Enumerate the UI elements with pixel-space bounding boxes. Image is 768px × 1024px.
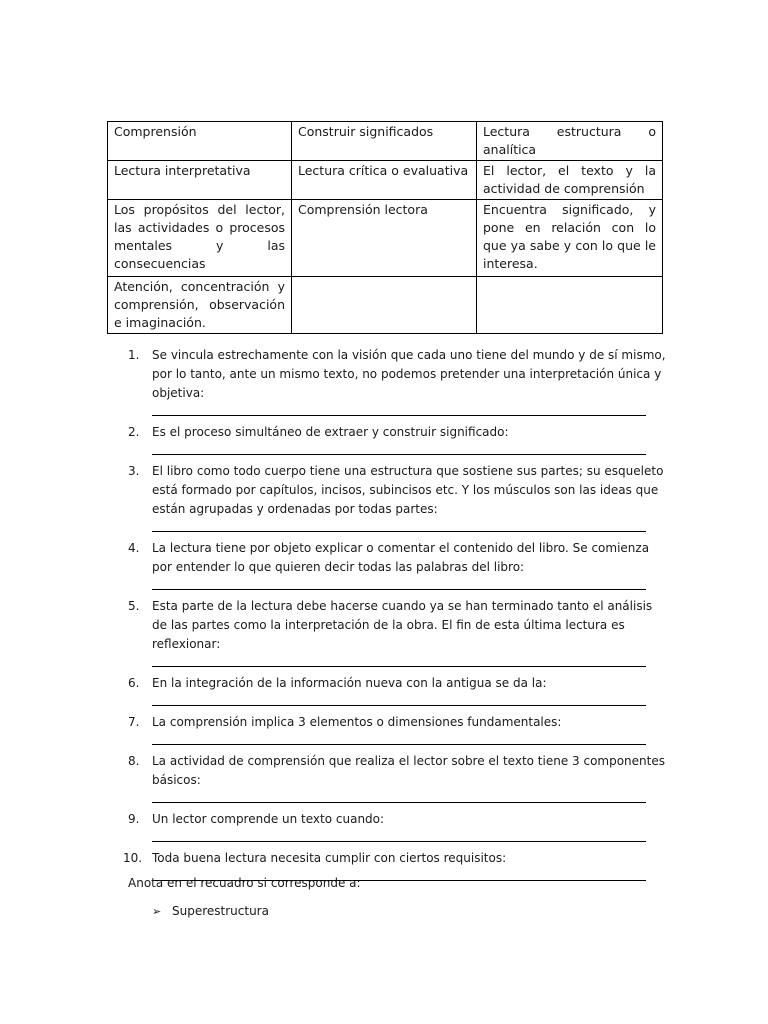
answer-line[interactable]	[152, 829, 646, 842]
question-text: Un lector comprende un texto cuando:	[152, 812, 385, 826]
question-number: 5.	[128, 599, 140, 613]
question-item	[128, 346, 668, 416]
question-number: 2.	[128, 425, 140, 439]
question-number: 3.	[128, 464, 140, 478]
table-cell	[477, 277, 663, 334]
answer-line[interactable]	[152, 790, 646, 803]
question-text: La lectura tiene por objeto explicar o comentar el contenido del libro. Se comienza por entender lo que quieren decir todas las palabras del libro:	[152, 541, 650, 574]
table-cell: Comprensión lectora	[292, 200, 477, 277]
question-list	[123, 346, 668, 888]
table-cell: Lectura interpretativa	[108, 161, 292, 200]
table-cell: Comprensión	[108, 122, 292, 161]
question-item	[128, 752, 668, 803]
question-item	[128, 539, 668, 590]
answer-line[interactable]	[152, 403, 646, 416]
question-number: 7.	[128, 715, 140, 729]
table-cell: Lectura estructura o analítica	[477, 122, 663, 161]
table-row	[108, 122, 663, 161]
question-number: 8.	[128, 754, 140, 768]
table-cell: Construir significados	[292, 122, 477, 161]
terms-table	[107, 121, 663, 334]
question-item	[128, 713, 668, 745]
table-row	[108, 161, 663, 200]
table-cell	[292, 277, 477, 334]
question-item	[128, 423, 668, 455]
answer-line[interactable]	[152, 654, 646, 667]
question-text: Es el proceso simultáneo de extraer y construir significado:	[152, 425, 509, 439]
table-row	[108, 200, 663, 277]
question-text: Esta parte de la lectura debe hacerse cuando ya se han terminado tanto el análisis de las partes como la interpretación de la obra. El fin de esta última lectura es reflexionar:	[152, 599, 653, 651]
arrow-bullet-icon: ➢	[152, 905, 162, 918]
answer-line[interactable]	[152, 519, 646, 532]
answer-line[interactable]	[152, 693, 646, 706]
bullet-item	[152, 902, 269, 921]
question-item	[128, 674, 668, 706]
question-item	[128, 462, 668, 532]
question-number: 4.	[128, 541, 140, 555]
instruction-text: Anota en el recuadro si corresponde a:	[128, 876, 361, 890]
table-cell: Encuentra significado, y pone en relación con lo que ya sabe y con lo que le interesa.	[477, 200, 663, 277]
table-cell: El lector, el texto y la actividad de comprensión	[477, 161, 663, 200]
table-cell: Lectura crítica o evaluativa	[292, 161, 477, 200]
question-number: 9.	[128, 812, 140, 826]
bullet-text: Superestructura	[172, 904, 269, 918]
answer-line[interactable]	[152, 732, 646, 745]
question-number: 1.	[128, 348, 140, 362]
question-text: Se vincula estrechamente con la visión que cada uno tiene del mundo y de sí mismo, por lo tanto, ante un mismo texto, no podemos pretender una interpretación única y objetiva:	[152, 348, 666, 400]
question-text: La comprensión implica 3 elementos o dimensiones fundamentales:	[152, 715, 562, 729]
question-text: El libro como todo cuerpo tiene una estructura que sostiene sus partes; su esqueleto está formado por capítulos, incisos, subincisos etc. Y los músculos son las ideas que están agrupadas y ordenadas por todas partes:	[152, 464, 664, 516]
question-item	[128, 810, 668, 842]
question-text: La actividad de comprensión que realiza el lector sobre el texto tiene 3 componentes básicos:	[152, 754, 665, 787]
question-number: 10.	[123, 851, 143, 865]
question-text: En la integración de la información nueva con la antigua se da la:	[152, 676, 547, 690]
answer-line[interactable]	[152, 577, 646, 590]
table-cell: Los propósitos del lector, las actividades o procesos mentales y las consecuencias	[108, 200, 292, 277]
table-row	[108, 277, 663, 334]
question-number: 6.	[128, 676, 140, 690]
question-text: Toda buena lectura necesita cumplir con ciertos requisitos:	[152, 851, 507, 865]
answer-line[interactable]	[152, 442, 646, 455]
question-item	[128, 597, 668, 667]
table-cell: Atención, concentración y comprensión, observación e imaginación.	[108, 277, 292, 334]
